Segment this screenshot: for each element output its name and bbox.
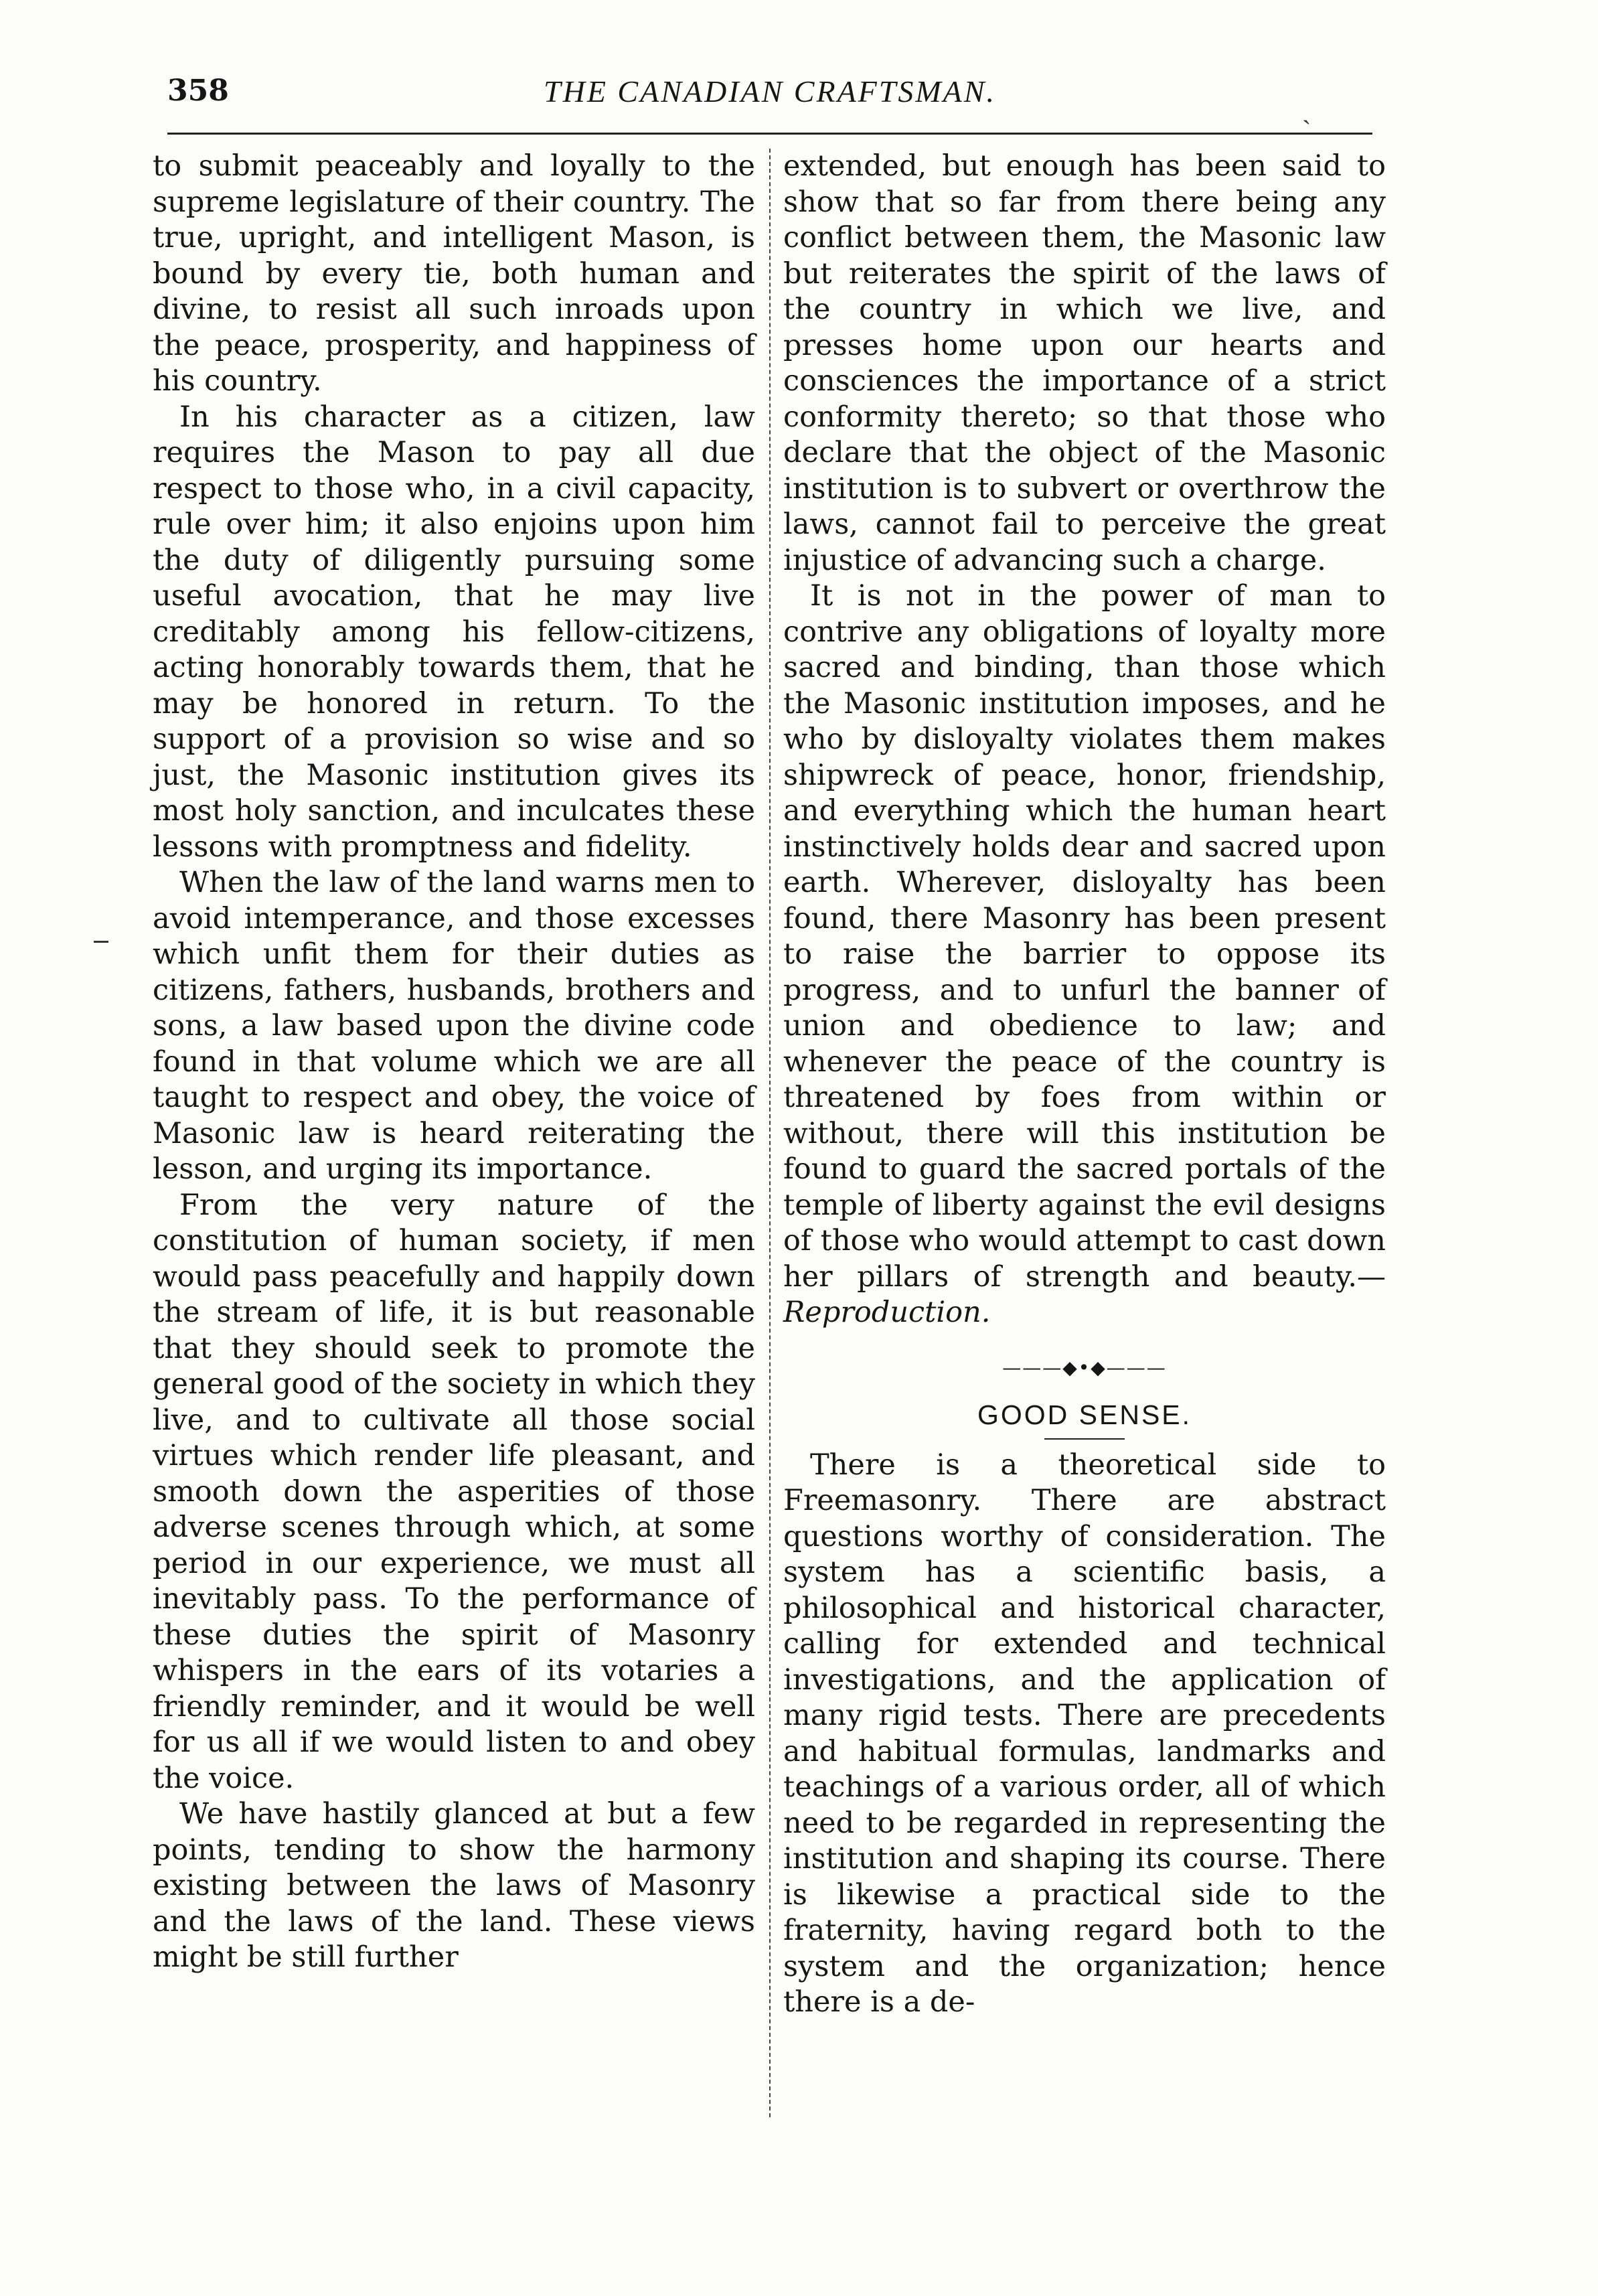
paragraph xyxy=(783,579,1386,1331)
left-column xyxy=(153,149,755,1976)
section-divider-ornament: ———◆•◆——— xyxy=(1002,1356,1167,1379)
page-header xyxy=(167,74,1372,125)
paragraph: When the law of the land warns men to avoid intemperance, and those excesses which unfit them for their duties as citizens, fathers, husbands, brothers and sons, a law based upon the divine code found in that volume which we are all taught to respect and obey, the voice of Masonic law is heard reiterating the lesson, and urging its importance. xyxy=(153,866,755,1186)
source-credit: —Reproduction. xyxy=(783,1259,1386,1329)
column-divider xyxy=(769,149,771,2117)
paragraph: From the very nature of the constitution of human society, if men would pass peacefully and happily down the stream of life, it is but reasonable that they should seek to promote the general good of the society in which they live, and to cultivate all those social virtues which render life pleasant, and smooth down the asperities of those adverse scenes through which, at some period in our experience, we must all inevitably pass. To the performance of these duties the spirit of Masonry whispers in the ears of its votaries a friendly reminder, and it would be well for us all if we would listen to and obey the voice. xyxy=(153,1188,755,1795)
running-title: THE CANADIAN CRAFTSMAN. xyxy=(544,74,996,108)
section-heading: GOOD SENSE. xyxy=(977,1399,1192,1430)
paragraph: extended, but enough has been said to show that so far from there being any conflict between them, the Masonic law but reiterates the spirit of the laws of the country in which we live, and presses home upon our hearts and consciences the importance of a strict conformity thereto; so that those who declare that the object of the Masonic institution is to subvert or overthrow the laws, cannot fail to perceive the great injustice of advancing such a charge. xyxy=(783,149,1386,577)
heading-underline xyxy=(1044,1438,1125,1440)
print-blemish: ˏ xyxy=(1302,94,1311,125)
page-number: 358 xyxy=(167,74,229,108)
paragraph-text: It is not in the power of man to contrive any obligations of loyalty more sacred and binding, than those which the Masonic institution imposes, and he who by disloyalty violates them makes shipwreck of peace, honor, friendship, and everything which the human heart instinctively holds dear and sacred upon earth. Wherever, disloyalty has been found, there Masonry has been present to raise the barrier to oppose its progress, and to unfurl the banner of union and obedience to law; and whenever the peace of the country is threatened by foes from within or without, there will this institution be found to guard the sacred portals of the temple of liberty against the evil designs of those who would attempt to cast down her pillars of strength and beauty. xyxy=(783,579,1386,1294)
paragraph: to submit peaceably and loyally to the supreme legislature of their country. The true, upright, and intelligent Mason, is bound by every tie, both human and divine, to resist all such inroads upon the peace, prosperity, and happiness of his country. xyxy=(153,149,755,398)
paragraph: We have hastily glanced at but a few points, tending to show the harmony existing between the laws of Masonry and the laws of the land. These views might be still further xyxy=(153,1797,755,1974)
header-rule xyxy=(167,133,1372,135)
margin-mark xyxy=(94,941,108,943)
paragraph: In his character as a citizen, law requires the Mason to pay all due respect to those who, in a civil capacity, rule over him; it also enjoins upon him the duty of diligently pursuing some useful avocation, that he may live creditably among his fellow-citizens, acting honorably towards them, that he may be honored in return. To the support of a provision so wise and so just, the Masonic institution gives its most holy sanction, and inculcates these lessons with promptness and fidelity. xyxy=(153,400,755,864)
paragraph: There is a theoretical side to Freemasonry. There are abstract questions worthy of consideration. The system has a scientific basis, a philosophical and historical character, calling for extended and technical investigations, and the application of many rigid tests. There are precedents and habitual formulas, landmarks and teachings of a various order, all of which need to be regarded in representing the institution and shaping its course. There is likewise a practical side to the fraternity, having regard both to the system and the organization; hence there is a de- xyxy=(783,1448,1386,2019)
right-column xyxy=(783,149,1386,2021)
